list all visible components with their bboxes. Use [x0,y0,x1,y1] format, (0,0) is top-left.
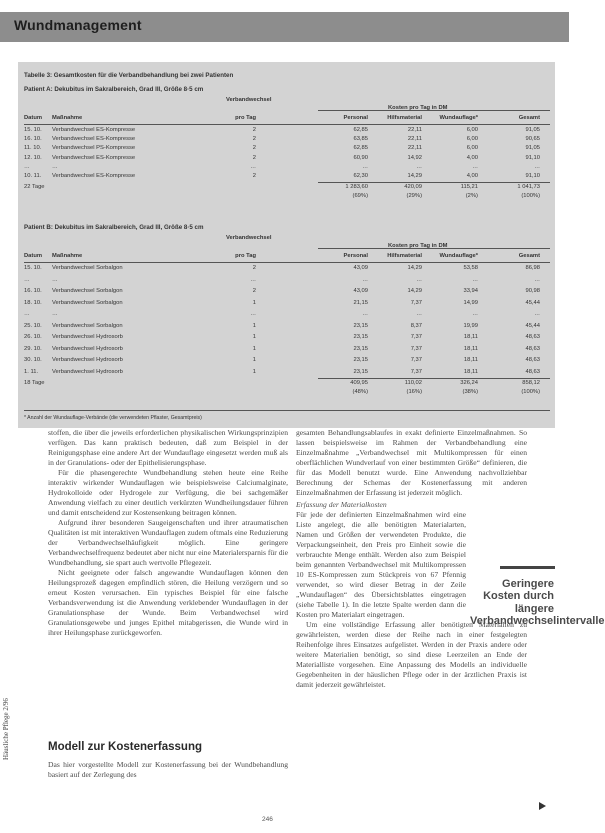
table-cell: … [416,163,422,170]
table-cell: … [250,276,256,283]
table-cell: … [362,311,368,317]
table-cell: 91,10 [525,154,540,161]
table-cell: 14,92 [407,154,422,161]
column-header: Personal [343,115,368,121]
pull-quote: Geringere Kosten durch längere Verbandwechselintervalle [470,578,605,628]
table-cell: 63,85 [353,136,368,143]
total-value: 115,21 [460,184,478,190]
continue-arrow-icon [539,802,546,810]
right-column [296,428,527,690]
section-text: Das hier vorgestellte Modell zur Kostenerfassung bei der Wundbehandlung basiert auf der Zerlegung des [48,760,288,779]
table-cell: … [24,276,30,283]
patient-a-group-kosten: Kosten pro Tag in DM [388,105,448,111]
right-paragraph: Für jede der definierten Einzelmaßnahmen wird eine Liste angelegt, die alle benötigten Materialarten, Namen und Größen der verwendeten Produkte, die Verpackungseinheit, den Preis pro Einheit sowie die verbrauchte Menge enthält. Werden also zum Beispiel beim genannten Verbandwechsel mit Multikompressen 10 ES-Kompressen zum Stückpreis von 67 Pfennig verwendet, so wird dieser Betrag in der Zeile „Wundauflagen“ des Übersichtsblattes eingetragen (siehe Tabelle 1). In die letzte Spalte werden dann die Kosten pro Materialart eingetragen. [296,510,466,619]
table-cell: 23,15 [353,368,368,375]
column-header: Wundauflage* [439,253,478,259]
totals-rule [318,378,550,379]
table-cell: 62,30 [353,173,368,179]
table-cell: 21,15 [353,299,368,306]
total-value: 420,09 [404,184,422,190]
table-cell: 2 [252,145,256,152]
cost-table [18,62,555,428]
table-cell: … [52,311,58,317]
total-value: 326,24 [460,380,478,386]
table-cell: 12. 10. [24,154,42,161]
table-cell: 7,37 [410,357,422,363]
table-cell: … [416,311,422,317]
page-number: 246 [262,816,273,823]
table-cell: 2 [252,127,256,133]
column-header: Hilfsmaterial [387,115,422,121]
total-percent: (69%) [352,193,368,199]
total-label: 22 Tage [24,184,45,190]
table-cell: Verbandwechsel ES-Kompresse [52,136,136,143]
table-cell: Verbandwechsel ES-Kompresse [52,127,136,133]
patient-a-group-verband: Verbandwechsel [226,97,272,103]
side-running-title: Häusliche Pflege 2/96 [2,698,10,760]
table-cell: … [534,163,540,170]
table-cell: 86,98 [525,265,540,271]
table-cell: 33,94 [463,288,478,294]
right-paragraph: gesamten Behandlungsablaufes in exakt definierte Einzelmaßnahmen. So lassen beispielsweise im Rahmen der Verbandbehandlung eine Einzelmaßnahme „Verbandwechsel mit Multikompressen für einen oberflächlichen Wundverlauf von einer bestimmten Größe“ definieren, die für das Modell benutzt wurde. Eine Anwendung nachvollziehbar Berechnung der Schemas der Kostenerfassung mit anderen Einzelmaßnahmen der Erfassung ist jederzeit möglich. [296,428,527,497]
table-cell: 91,05 [525,127,540,133]
patient-b-group-kosten: Kosten pro Tag in DM [388,243,448,249]
column-header: Gesamt [518,115,540,121]
section-title: Wundmanagement [14,17,142,33]
total-value: 409,95 [350,380,368,386]
table-cell: 1 [252,345,256,352]
total-percent: (100%) [521,389,540,395]
table-cell: 1 [252,299,256,306]
table-cell: 23,15 [353,322,368,329]
right-paragraph: Um eine vollständige Erfassung aller benötigten Materialien zu gewährleisten, werden diese der Reihe nach in einer festgelegten Reihenfolge ihres Einsatzes aufgelistet. Werden in der Praxis andere oder weitere Materialien benötigt, so sind diese Leerzeilen an Ende der Materialliste vorgesehen. Eine Anpassung des Modells an individuelle Gegebenheiten in der häuslichen Pflege oder in der ärztlichen Praxis ist damit jederzeit gewährleistet. [296,620,527,689]
table-cell: 60,90 [353,154,368,161]
table-cell: 14,29 [407,288,422,294]
section-header-band [0,12,569,42]
table-cell: Verbandwechsel Sorbalgon [52,265,123,271]
table-cell: 19,99 [463,322,478,329]
table-cell: 6,00 [466,145,478,152]
total-percent: (100%) [521,193,540,199]
table-cell: Verbandwechsel ES-Kompresse [52,173,136,179]
table-cell: 29. 10. [24,345,42,352]
table-caption: Tabelle 3: Gesamtkosten für die Verbandbehandlung bei zwei Patienten [24,72,234,79]
patient-a-heading: Patient A: Dekubitus im Sakralbereich, Grad III, Größe 8·5 cm [24,86,204,93]
column-header: Personal [343,253,368,259]
table-cell: 15. 10. [24,265,42,271]
table-cell: Verbandwechsel Hydrosorb [52,357,123,363]
table-cell: 2 [252,173,256,179]
pull-quote-rule [500,566,555,569]
column-header: Gesamt [518,253,540,259]
table-cell: 1. 11. [24,368,39,375]
column-header: Datum [24,253,43,259]
table-cell: … [362,163,368,170]
table-cell: 91,10 [525,173,540,179]
total-label: 18 Tage [24,380,45,386]
table-cell: 53,58 [463,265,478,271]
table-cell: 6,00 [466,127,478,133]
column-header: Maßnahme [52,253,83,259]
table-cell: 26. 10. [24,334,42,340]
table-cell: 48,63 [525,368,540,375]
table-cell: 14,29 [407,173,422,179]
table-cell: 48,63 [525,334,540,340]
table-cell: 18. 10. [24,299,42,306]
table-cell: 15. 10. [24,127,42,133]
table-cell: … [416,276,422,283]
table-cell: 62,85 [353,127,368,133]
table-cell: 2 [252,265,256,271]
table-cell: 22,11 [407,136,422,143]
table-cell: 11. 10. [24,145,42,152]
table-cell: 43,09 [353,288,368,294]
table-cell: 62,85 [353,145,368,152]
column-header: Hilfsmaterial [387,253,422,259]
left-paragraph: Für die phasengerechte Wundbehandlung stehen heute eine Reihe interaktiv wirkender Wundauflagen wie beispielsweise Calciumalginate, Hydrokolloide oder Hydrogele zur Verfügung, die bei sachgemäßer Anwendung vielfach zu einer deutlich verkürzten Wundheilungsdauer führen und damit entscheidend zur Kostensenkung beitragen können. [48,468,288,517]
table-cell: Verbandwechsel Hydrosorb [52,368,123,375]
table-cell: 30. 10. [24,357,42,363]
column-header: pro Tag [235,253,256,259]
table-cell: 22,11 [407,127,422,133]
patient-b-group-verband: Verbandwechsel [226,235,272,241]
column-header: Wundauflage* [439,115,478,121]
table-bottom-rule [24,410,550,411]
table-cell: 18,11 [463,368,478,375]
table-cell: 45,44 [525,322,540,329]
totals-rule [318,182,550,183]
table-cell: 14,29 [407,265,422,271]
total-percent: (16%) [406,389,422,395]
table-cell: 45,44 [525,299,540,306]
table-cell: Verbandwechsel Sorbalgon [52,288,123,294]
table-cell: … [250,163,256,170]
table-cell: 16. 10. [24,288,42,294]
table-cell: 1 [252,368,256,375]
table-cell: 2 [252,136,256,143]
total-percent: (29%) [406,193,422,199]
table-cell: Verbandwechsel PS-Kompresse [52,145,136,152]
table-cell: … [250,311,256,317]
table-cell: 48,63 [525,357,540,363]
patient-b-header-rule [24,262,550,263]
table-cell: … [534,311,540,317]
table-cell: 7,37 [410,345,422,352]
table-cell: 43,09 [353,265,368,271]
left-paragraph: stoffen, die über die jeweils erforderlichen physikalischen Wirkungsprinzipien verfügen. Das kann praktisch bedeuten, daß zum Beispiel in der Reinigungsphase eine andere Art der Wundauflage eingesetzt werden muß als in der Granulations- oder der Epithelisierungsphase. [48,428,288,467]
table-cell: 1 [252,322,256,329]
table-cell: 1 [252,357,256,363]
right-subheading: Erfassung der Materialkosten [296,500,387,509]
table-cell: 7,37 [410,368,422,375]
table-cell: … [472,311,478,317]
table-cell: 4,00 [466,173,478,179]
table-cell: … [362,276,368,283]
table-cell: 18,11 [463,345,478,352]
table-cell: … [52,276,58,283]
table-cell: 2 [252,288,256,294]
table-cell: 4,00 [466,154,478,161]
total-percent: (48%) [352,389,368,395]
table-cell: 90,65 [525,136,540,143]
table-cell: 10. 11. [24,173,42,179]
table-cell: 1 [252,334,256,340]
table-footnote: * Anzahl der Wundauflage-Verbände (die verwendeten Pflaster, Gesamtpreis) [24,415,202,421]
section-heading: Modell zur Kostenerfassung [48,741,202,753]
table-cell: Verbandwechsel ES-Kompresse [52,154,136,161]
table-cell: 16. 10. [24,136,42,143]
column-header: Datum [24,115,43,121]
total-percent: (38%) [462,389,478,395]
left-paragraph: Aufgrund ihrer besonderen Saugeigenschaften und ihrer atraumatischen Qualitäten ist mit interaktiven Wundauflagen zudem oftmals eine Reduzierung der Verbandwechselhäufigkeit möglich. Eine geringere Verbandwechselfrequenz bedeutet aber nicht nur eine Materialersparnis für die Wundbehandlung, sie spart auch wertvolle Pflegezeit. [48,518,288,567]
table-cell: 18,11 [463,334,478,340]
total-value: 110,02 [404,380,422,386]
table-cell: 25. 10. [24,322,42,329]
table-cell: … [534,276,540,283]
table-cell: 23,15 [353,357,368,363]
table-cell: 7,37 [410,299,422,306]
table-cell: … [24,163,30,170]
table-cell: 48,63 [525,345,540,352]
patient-a-header-rule [24,124,550,125]
table-cell: … [472,163,478,170]
table-cell: 18,11 [463,357,478,363]
table-cell: 7,37 [410,334,422,340]
column-header: pro Tag [235,115,256,121]
table-cell: 90,98 [525,288,540,294]
table-cell: 2 [252,154,256,161]
table-cell: Verbandwechsel Sorbalgon [52,299,123,306]
total-value: 1 041,73 [517,184,540,190]
column-header: Maßnahme [52,115,83,121]
patient-b-heading: Patient B: Dekubitus im Sakralbereich, Grad III, Größe 8·5 cm [24,224,204,231]
table-cell: 91,05 [525,145,540,152]
table-cell: … [24,311,30,317]
left-paragraph: Nicht geeignete oder falsch angewandte Wundauflagen können den Heilungsprozeß dagegen empfindlich stören, die Heilung verzögern und so erneut Kosten verursachen. Ein typisches Beispiel für eine falsche Verbandsverwendung ist die Anwendung verklebender Wundauflagen in der Granulationsphase der Wunde. Beim Verbandwechsel wird Granulationsgewebe und junges Epithel mitabgerissen, die Wunde wird in ihrer Heilungsphase zurückgeworfen. [48,568,288,637]
table-cell: 23,15 [353,345,368,352]
total-percent: (2%) [465,193,478,199]
table-cell: 22,11 [407,145,422,152]
table-cell: 8,37 [410,322,422,329]
table-cell: Verbandwechsel Sorbalgon [52,322,123,329]
table-cell: … [472,276,478,283]
total-value: 858,12 [522,380,540,386]
table-cell: 23,15 [353,334,368,340]
table-cell: 6,00 [466,136,478,143]
table-cell: Verbandwechsel Hydrosorb [52,345,123,352]
table-cell: Verbandwechsel Hydrosorb [52,334,123,340]
left-column [48,428,288,638]
table-cell: … [52,163,58,170]
table-cell: 14,99 [463,299,478,306]
total-value: 1 283,60 [345,184,368,190]
